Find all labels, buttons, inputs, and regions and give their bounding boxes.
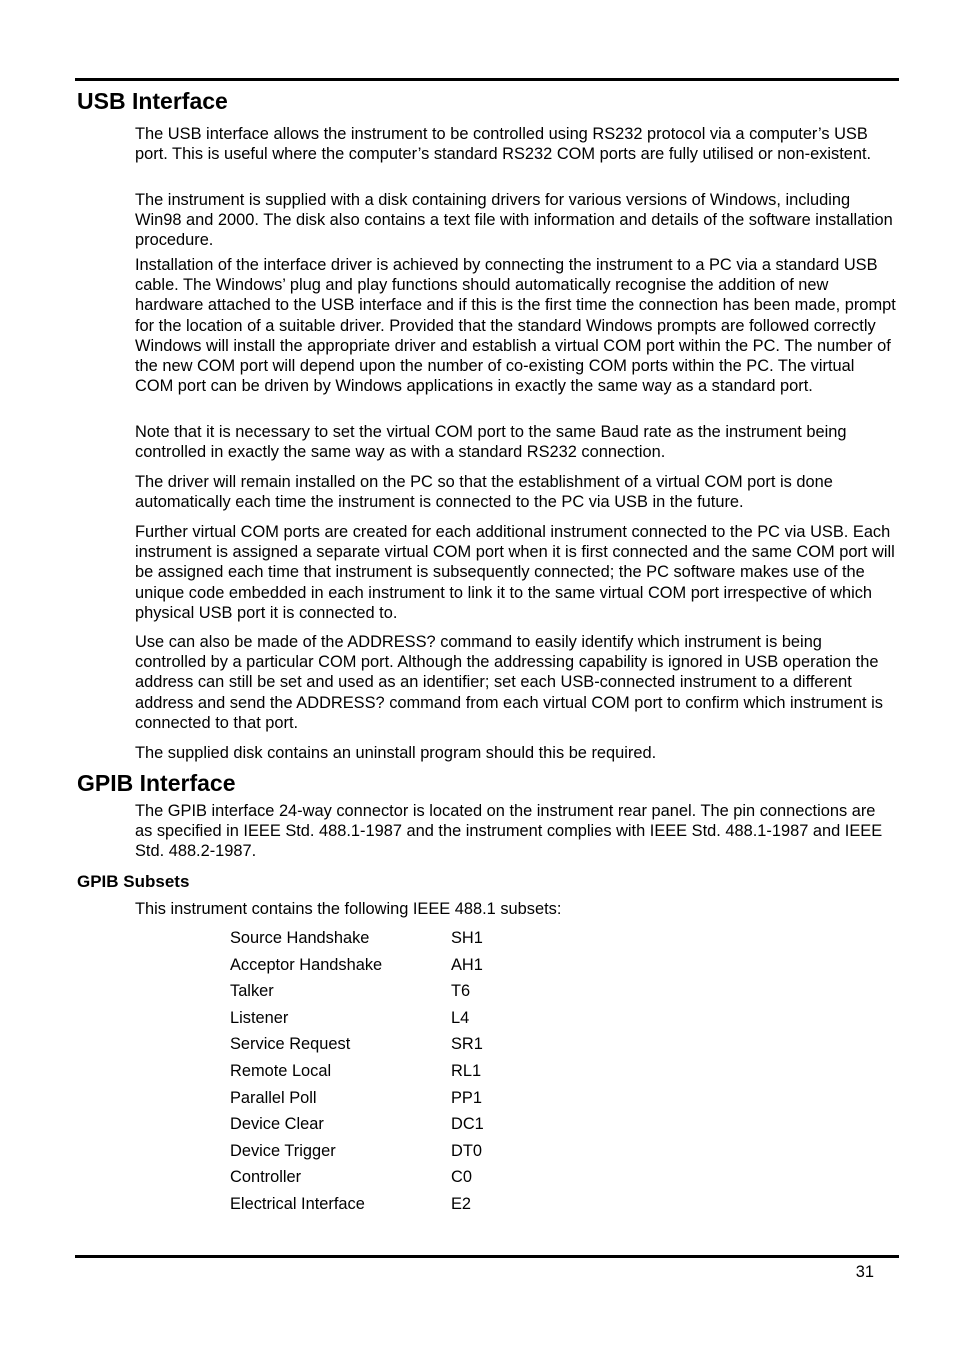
- usb-paragraph-8: The supplied disk contains an uninstall program should this be required.: [135, 744, 657, 762]
- subset-name: Acceptor Handshake: [230, 955, 383, 974]
- usb-paragraph-3: Installation of the interface driver is achieved by connecting the instrument to a PC via a standard USB cable. The Windows’ plug and play functions should automatically recognise the addition of new hardware attached to the USB interface and if this is the first time the connection has been made, prompt for the location of a suitable driver. Provided that the standard Windows prompts are followed correctly Windows will install the appropriate driver and establish a virtual COM port within the PC. The number of the new COM port will depend upon the number of co-existing COM ports within the PC. The virtual COM port can be driven by Windows applications in exactly the same way as a standard port.: [135, 256, 896, 396]
- usb-paragraph-6: Further virtual COM ports are created for each additional instrument connected to the PC via USB. Each instrument is assigned a separate virtual COM port when it is first connected and the same COM port will be assigned each time that instrument is subsequently connected; the PC software makes use of the unique code embedded in each instrument to link it to the same virtual COM port irrespective of which physical USB port it is connected to.: [135, 523, 895, 622]
- subset-row: [230, 1112, 530, 1139]
- subset-code: PP1: [451, 1088, 482, 1107]
- subset-name: Parallel Poll: [230, 1088, 317, 1107]
- gpib-subsets-intro: This instrument contains the following IEEE 488.1 subsets:: [135, 900, 562, 918]
- subset-code: DT0: [451, 1141, 482, 1160]
- gpib-subsets-heading: GPIB Subsets: [77, 872, 190, 891]
- subset-row: [230, 1059, 530, 1086]
- subset-name: Device Trigger: [230, 1141, 336, 1160]
- subset-code: L4: [451, 1008, 470, 1027]
- gpib-heading: GPIB Interface: [77, 770, 236, 796]
- subset-row: [230, 953, 530, 980]
- usb-paragraph-7: Use can also be made of the ADDRESS? command to easily identify which instrument is being controlled by a particular COM port. Although the addressing capability is ignored in USB operation the address can still be set and used as an identifier; set each USB-connected instrument to a different address and send the ADDRESS? command from each virtual COM port to confirm which instrument is connected to that port.: [135, 633, 883, 732]
- subset-row: [230, 1006, 530, 1033]
- footer-rule: [75, 1255, 899, 1258]
- subset-code: DC1: [451, 1115, 484, 1134]
- page-number: 31: [855, 1263, 874, 1281]
- subset-name: Source Handshake: [230, 929, 370, 947]
- subset-row: [230, 1192, 530, 1219]
- subset-code: C0: [451, 1168, 472, 1187]
- subset-name: Device Clear: [230, 1115, 324, 1134]
- subset-name: Talker: [230, 982, 274, 1001]
- usb-paragraph-1: The USB interface allows the instrument to be controlled using RS232 protocol via a computer’s USB port. This is useful where the computer’s standard RS232 COM ports are fully utilised or non-existent.: [135, 125, 872, 164]
- subset-row: [230, 926, 530, 953]
- gpib-subsets-list: [230, 926, 530, 1219]
- subset-row: [230, 979, 530, 1006]
- subset-code: AH1: [451, 955, 483, 974]
- usb-heading: USB Interface: [77, 88, 228, 114]
- subset-code: E2: [451, 1194, 472, 1213]
- usb-paragraph-5: The driver will remain installed on the PC so that the establishment of a virtual COM port is done automatically each time the instrument is connected to the PC via USB in the future.: [135, 473, 833, 512]
- subset-name: Electrical Interface: [230, 1194, 365, 1213]
- subset-code: SH1: [451, 929, 483, 947]
- subset-row: [230, 1032, 530, 1059]
- subset-row: [230, 1165, 530, 1192]
- subset-name: Controller: [230, 1168, 302, 1187]
- usb-paragraph-2: The instrument is supplied with a disk containing drivers for various versions of Windows, including Win98 and 2000. The disk also contains a text file with information and details of the software installation procedure.: [135, 191, 893, 250]
- subset-row: [230, 1139, 530, 1166]
- subset-code: T6: [451, 982, 471, 1001]
- subset-row: [230, 1086, 530, 1113]
- subset-code: SR1: [451, 1035, 483, 1054]
- gpib-paragraph: The GPIB interface 24-way connector is located on the instrument rear panel. The pin connections are as specified in IEEE Std. 488.1-1987 and the instrument complies with IEEE Std. 488.1-1987 and IEEE Std. 488.2-1987.: [135, 802, 883, 861]
- subset-name: Service Request: [230, 1035, 351, 1054]
- subset-name: Remote Local: [230, 1061, 332, 1080]
- usb-paragraph-4: Note that it is necessary to set the virtual COM port to the same Baud rate as the instrument being controlled in exactly the same way as with a standard RS232 connection.: [135, 423, 847, 462]
- subset-name: Listener: [230, 1008, 289, 1027]
- header-rule: [75, 78, 899, 81]
- subset-code: RL1: [451, 1061, 482, 1080]
